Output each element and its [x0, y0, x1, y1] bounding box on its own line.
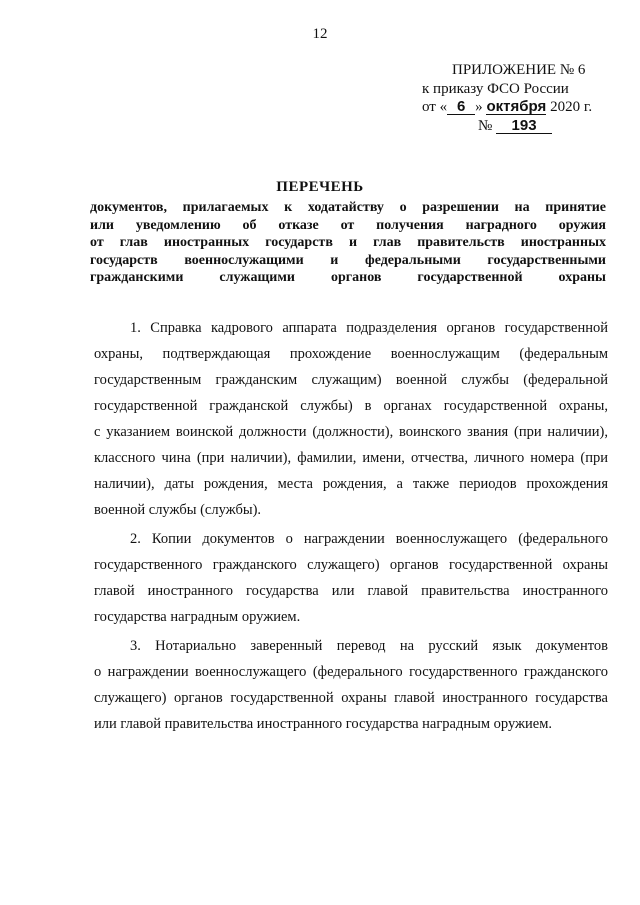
appendix-order-ref: к приказу ФСО России — [422, 80, 569, 97]
paragraph-line: 3. Нотариально заверенный перевод на русский язык документов — [130, 638, 608, 654]
paragraph-line: военной службы (службы). — [94, 502, 262, 518]
appendix-number — [478, 117, 640, 136]
paragraph-3 — [94, 633, 608, 737]
paragraph-line: классного чина (при наличии), фамилии, имени, отчества, личного номера (при — [94, 450, 608, 466]
paragraph-line: государственного гражданского служащего) органов государственной охраны — [94, 557, 608, 573]
paragraph-1 — [94, 315, 608, 523]
document-subtitle — [90, 199, 606, 287]
subtitle-line: или уведомлению об отказе от получения наградного оружия — [90, 217, 606, 233]
paragraph-line: главой иностранного государства или главой правительства иностранного — [94, 583, 608, 599]
number-value: 193 — [496, 118, 552, 134]
paragraph-line: о награждении военнослужащего (федерального государственного гражданского — [94, 664, 608, 680]
appendix-header — [420, 61, 610, 135]
paragraph-line: 1. Справка кадрового аппарата подразделения органов государственной — [130, 320, 608, 336]
date-prefix: от « — [422, 99, 448, 115]
paragraph-line: наличии), даты рождения, места рождения, а также периодов прохождения — [94, 476, 608, 492]
document-body — [94, 315, 608, 737]
subtitle-line: государств военнослужащими и федеральными государственными — [90, 252, 606, 268]
paragraph-line: охраны, подтверждающая прохождение военнослужащим (федеральным — [94, 346, 608, 362]
document-title: ПЕРЕЧЕНЬ — [276, 179, 364, 195]
paragraph-line: с указанием воинской должности (должности), воинского звания (при наличии), — [94, 424, 608, 440]
number-prefix: № — [478, 117, 493, 134]
paragraph-line: государственным гражданским служащим) военной службы (федеральной — [94, 372, 608, 388]
appendix-date — [422, 98, 612, 117]
date-year: 2020 г. — [550, 99, 593, 115]
paragraph-line: или главой правительства иностранного государства наградным оружием. — [94, 716, 553, 732]
date-mid: » — [475, 99, 483, 115]
paragraph-line: государственной гражданской службы) в органах государственной охраны, — [94, 398, 608, 414]
subtitle-line: гражданскими служащими органов государственной охраны — [90, 270, 606, 285]
appendix-title: ПРИЛОЖЕНИЕ № 6 — [452, 62, 586, 78]
paragraph-2 — [94, 526, 608, 630]
subtitle-line: документов, прилагаемых к ходатайству о разрешении на принятие — [90, 200, 606, 215]
date-month: октября — [486, 98, 547, 115]
paragraph-line: государства наградным оружием. — [94, 609, 301, 625]
page-number: 12 — [312, 26, 328, 42]
paragraph-line: служащего) органов государственной охраны главой иностранного государства — [94, 690, 608, 706]
paragraph-line: 2. Копии документов о награждении военнослужащего (федерального — [130, 531, 608, 547]
subtitle-line: от глав иностранных государств и глав правительств иностранных — [90, 235, 606, 250]
date-day: 6 — [447, 99, 475, 115]
